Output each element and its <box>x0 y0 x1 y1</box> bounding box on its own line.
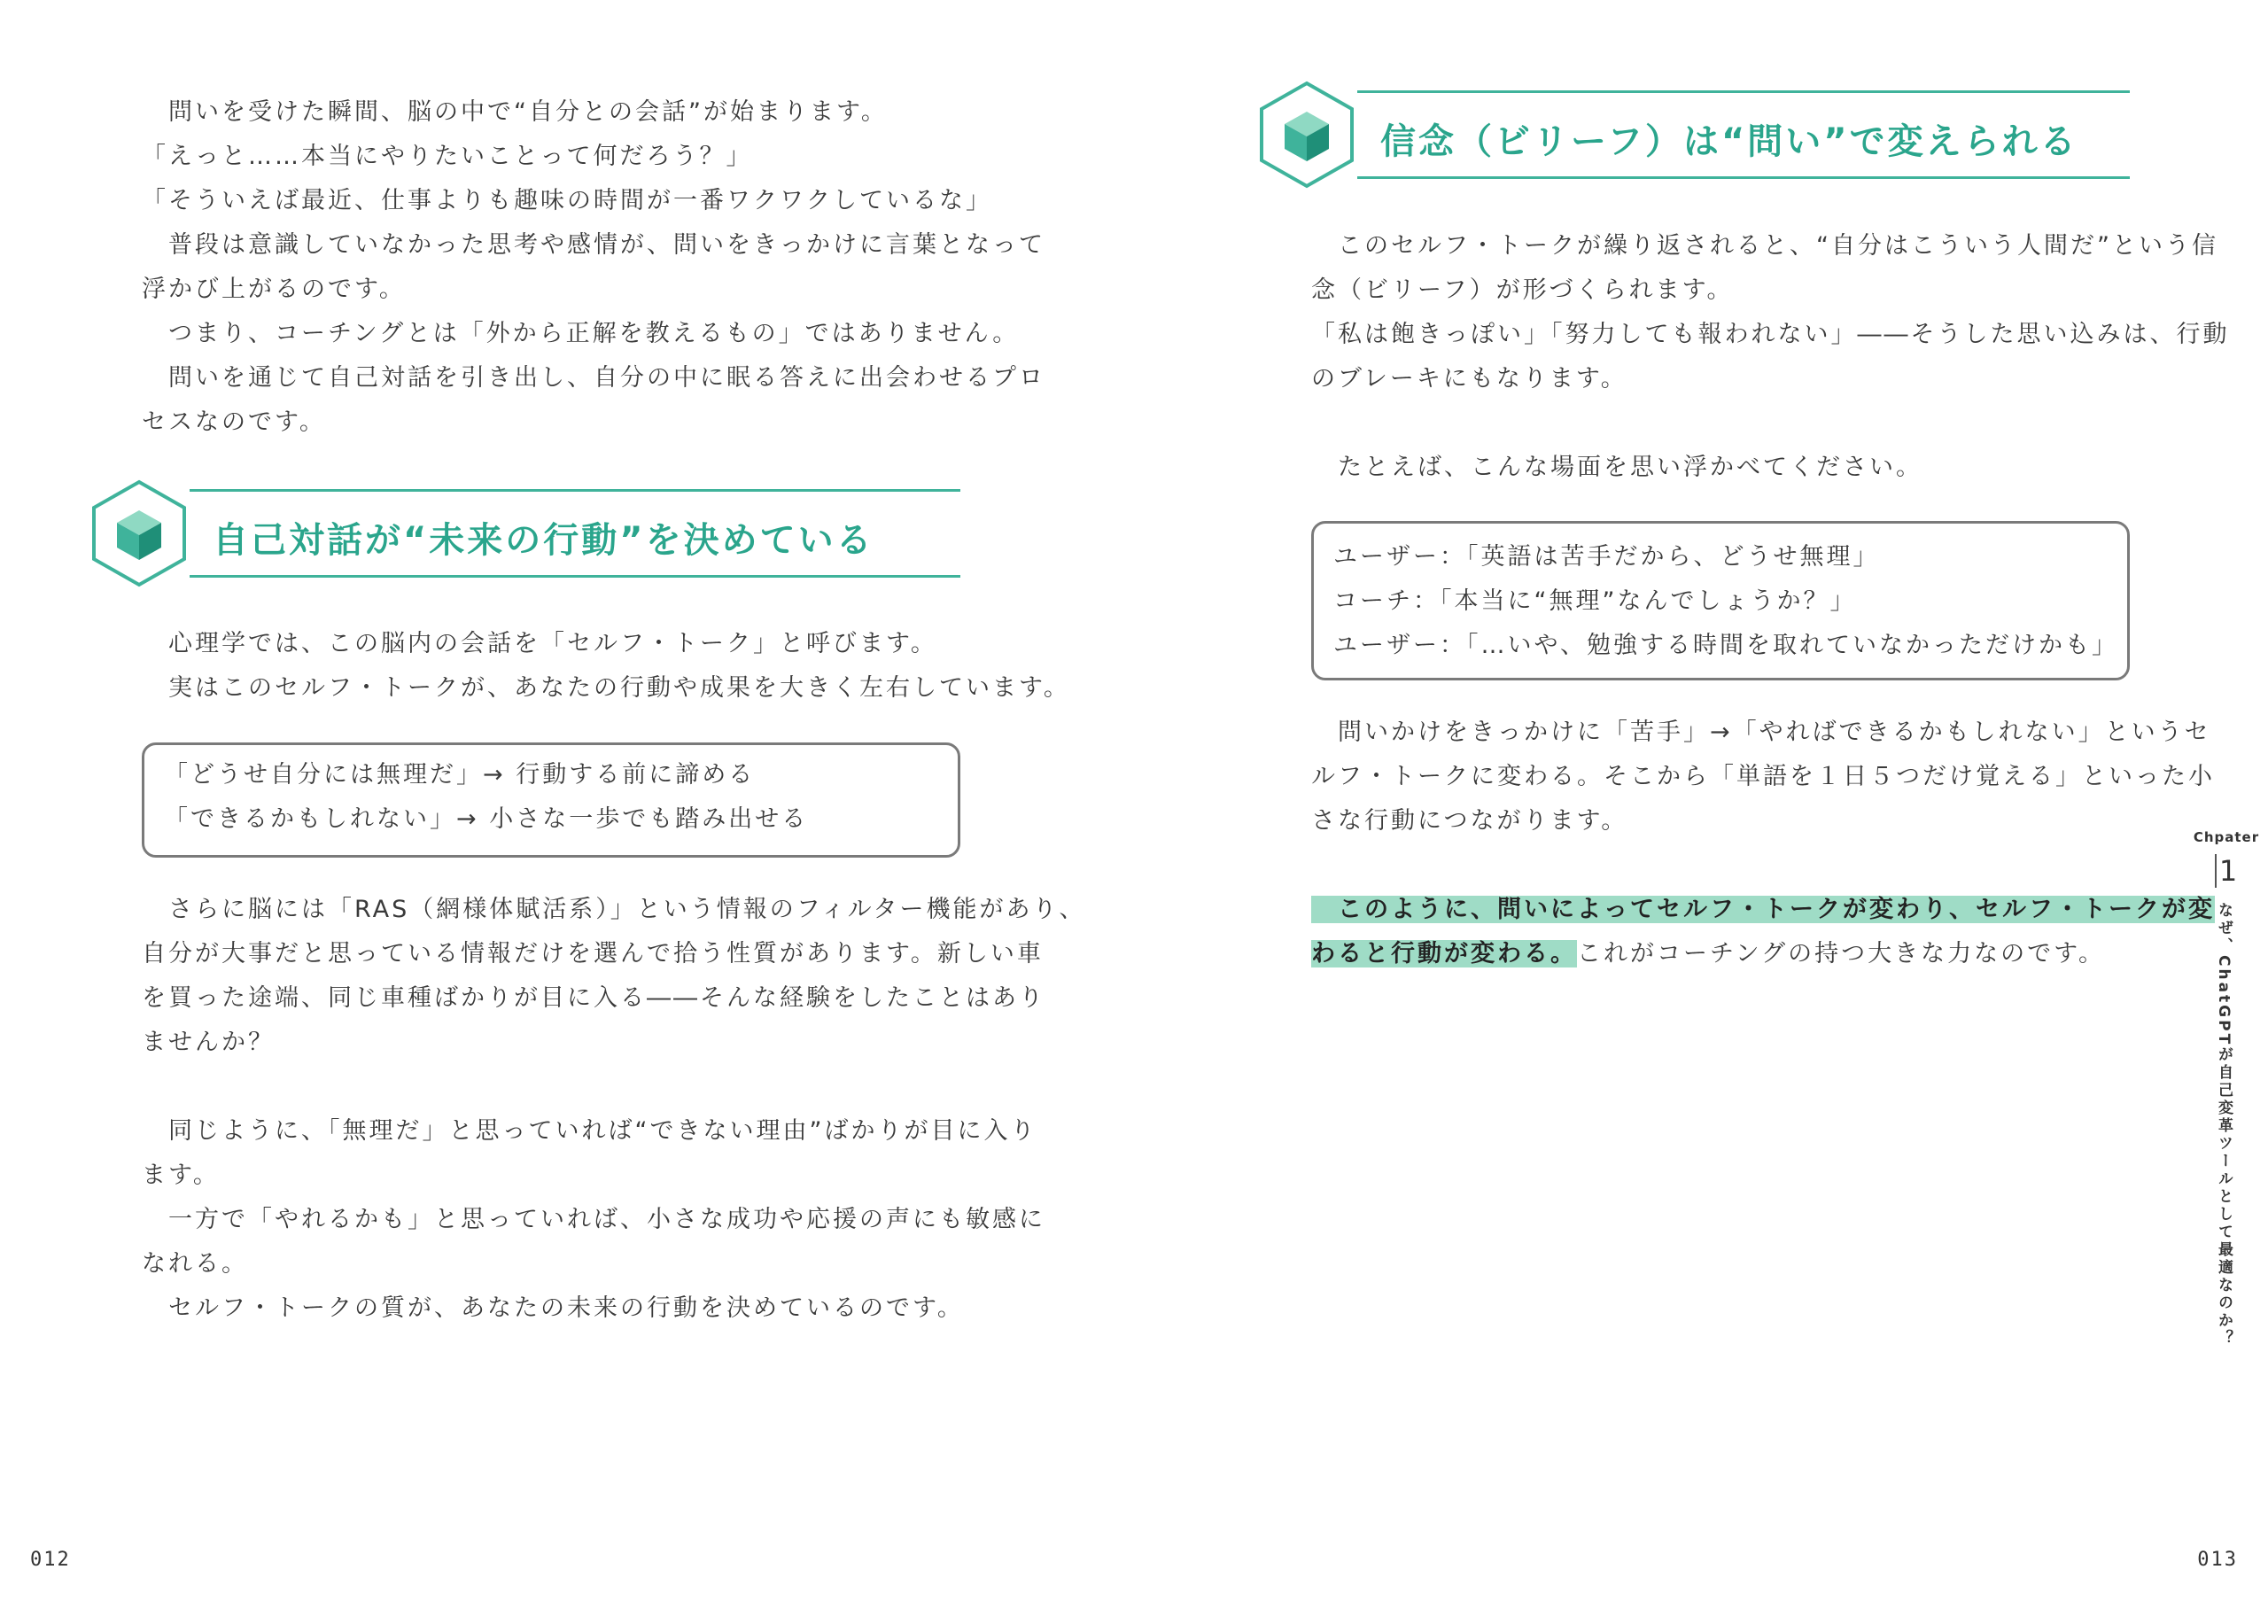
chapter-label: Chpater <box>2193 829 2260 845</box>
section-heading <box>90 478 960 588</box>
heading-title: 自己対話が“未来の行動”を決めている <box>213 520 874 561</box>
heading-rule-top <box>1357 90 2130 93</box>
highlight-text: このように、問いによってセルフ・トークが変わり、セルフ・トークが変 <box>1311 896 2215 923</box>
paragraph-line: セルフ・トークの質が、あなたの未来の行動を決めているのです。 <box>142 1294 964 1322</box>
paragraph-line: のブレーキにもなります。 <box>1311 365 1627 392</box>
dialog-line: コーチ：「本当に“無理”なんでしょうか？」 <box>1333 587 1857 615</box>
paragraph-line: 問いを通じて自己対話を引き出し、自分の中に眠る答えに出会わせるプロ <box>142 364 1045 392</box>
paragraph-line: 念（ビリーフ）が形づくられます。 <box>1311 276 1734 304</box>
hexagon-cube-icon <box>90 478 188 588</box>
paragraph-line: 「そういえば最近、仕事よりも趣味の時間が一番ワクワクしているな」 <box>142 187 992 214</box>
box-line: 「どうせ自分には無理だ」→ 行動する前に諦める <box>164 761 756 789</box>
heading-rule-bottom <box>190 575 960 578</box>
paragraph-line: 一方で「やれるかも」と思っていれば、小さな成功や応援の声にも敏感に <box>142 1206 1045 1233</box>
page-number: 012 <box>30 1549 71 1571</box>
section-heading <box>1258 80 2130 190</box>
highlighted-line <box>1311 892 2215 928</box>
paragraph-line: 心理学では、この脳内の会話を「セルフ・トーク」と呼びます。 <box>142 630 937 657</box>
paragraph-line: 浮かび上がるのです。 <box>142 276 406 303</box>
box-line: 「できるかもしれない」→ 小さな一歩でも踏み出せる <box>164 805 809 833</box>
paragraph-line: たとえば、こんな場面を思い浮かべてください。 <box>1311 454 1922 481</box>
paragraph-line: 「私は飽きっぽい」「努力しても報われない」――そうした思い込みは、行動 <box>1311 321 2230 348</box>
dialog-box <box>1311 521 2130 680</box>
paragraph-line: 「えっと……本当にやりたいことって何だろう？」 <box>142 143 753 170</box>
paragraph-line: セスなのです。 <box>142 408 326 436</box>
paragraph-line: 実はこのセルフ・トークが、あなたの行動や成果を大きく左右しています。 <box>142 674 1070 702</box>
paragraph-line: を買った途端、同じ車種ばかりが目に入る――そんな経験をしたことはあり <box>142 984 1045 1012</box>
highlight-text: わると行動が変わる。 <box>1311 940 1577 967</box>
heading-rule-top <box>190 489 960 492</box>
paragraph-line: 自分が大事だと思っている情報だけを選んで拾う性質があります。新しい車 <box>142 940 1044 967</box>
paragraph-line: 普段は意識していなかった思考や感情が、問いをきっかけに言葉となって <box>142 231 1045 259</box>
paragraph-tail: これがコーチングの持つ大きな力なのです。 <box>1577 940 2105 967</box>
paragraph-line: さらに脳には「RAS（網様体賦活系）」という情報のフィルター機能があり、 <box>142 896 1086 923</box>
paragraph-line: 問いを受けた瞬間、脳の中で“自分との会話”が始まります。 <box>142 98 888 126</box>
paragraph-line: さな行動につながります。 <box>1311 807 1628 835</box>
page-number: 013 <box>2197 1549 2238 1571</box>
chapter-number: 1 <box>2218 854 2238 888</box>
chapter-title-vertical: なぜ、ChatGPTが自己変革ツールとして最適なのか？ <box>2215 902 2233 1348</box>
paragraph-line: なれる。 <box>142 1250 248 1278</box>
dialog-line: ユーザー：「…いや、勉強する時間を取れていなかっただけかも」 <box>1333 632 2118 659</box>
heading-rule-bottom <box>1357 176 2130 179</box>
paragraph-line: 同じように、「無理だ」と思っていれば“できない理由”ばかりが目に入り <box>142 1117 1037 1145</box>
paragraph-line: ませんか？ <box>142 1029 275 1056</box>
heading-title: 信念（ビリーフ）は“問い”で変えられる <box>1380 121 2078 162</box>
highlighted-line <box>1311 936 2105 972</box>
dialog-line: ユーザー：「英語は苦手だから、どうせ無理」 <box>1333 543 1880 571</box>
paragraph-line: ルフ・トークに変わる。そこから「単語を１日５つだけ覚える」といった小 <box>1311 763 2215 790</box>
paragraph-line: ます。 <box>142 1162 220 1189</box>
paragraph-line: つまり、コーチングとは「外から正解を教えるもの」ではありません。 <box>142 320 1020 347</box>
paragraph-line: 問いかけをきっかけに「苦手」→「やればできるかもしれない」というセ <box>1311 719 2211 746</box>
hexagon-cube-icon <box>1258 80 1355 190</box>
paragraph-line: このセルフ・トークが繰り返されると、“自分はこういう人間だ”という信 <box>1311 232 2218 260</box>
example-box <box>142 742 960 858</box>
right-page <box>1134 0 2268 1624</box>
